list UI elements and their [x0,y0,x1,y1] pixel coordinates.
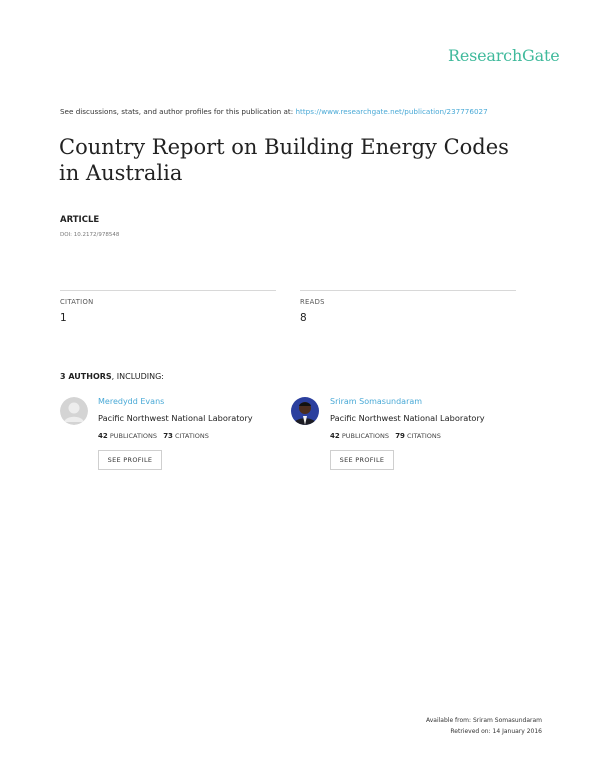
publication-doi: DOI: 10.2172/978548 [60,232,120,238]
publication-link[interactable]: https://www.researchgate.net/publication/237776027 [295,107,488,116]
publication-type: ARTICLE [60,215,100,225]
publication-title: Country Report on Building Energy Codes in Australia [59,135,509,185]
author-citations-label: CITATIONS [175,432,209,440]
reads-count: 8 [300,312,307,324]
author-publications-count: 42 [98,432,108,440]
see-profile-button[interactable]: SEE PROFILE [330,450,394,470]
citation-count: 1 [60,312,67,324]
author-photo-icon[interactable] [291,397,319,425]
authors-suffix: , INCLUDING: [111,372,164,381]
author-institution: Pacific Northwest National Laboratory [330,413,485,423]
author-citations-count: 73 [163,432,173,440]
author-name-link[interactable]: Meredydd Evans [98,397,165,406]
author-publications-count: 42 [330,432,340,440]
authors-count: 3 AUTHORS [60,372,112,381]
available-from: Available from: Sriram Somasundaram [425,717,542,724]
authors-heading [60,372,164,381]
citation-label: CITATION [60,298,94,306]
author-stats [98,432,209,440]
author-name-link[interactable]: Sriram Somasundaram [330,397,423,406]
author-publications-label: PUBLICATIONS [109,432,157,440]
author-stats [330,432,441,440]
retrieved-on: Retrieved on: 14 January 2016 [450,728,542,735]
reads-divider [300,290,516,291]
author-citations-label: CITATIONS [407,432,441,440]
researchgate-logo[interactable]: ResearchGate [448,46,560,65]
author-institution: Pacific Northwest National Laboratory [98,413,253,423]
default-avatar-icon[interactable] [60,397,88,425]
author-publications-label: PUBLICATIONS [341,432,389,440]
author-citations-count: 79 [395,432,405,440]
see-profile-button[interactable]: SEE PROFILE [98,450,162,470]
citation-divider [60,290,276,291]
discussion-text: See discussions, stats, and author profiles for this publication at: [60,107,294,116]
reads-label: READS [300,298,325,306]
discussion-notice [60,107,488,116]
